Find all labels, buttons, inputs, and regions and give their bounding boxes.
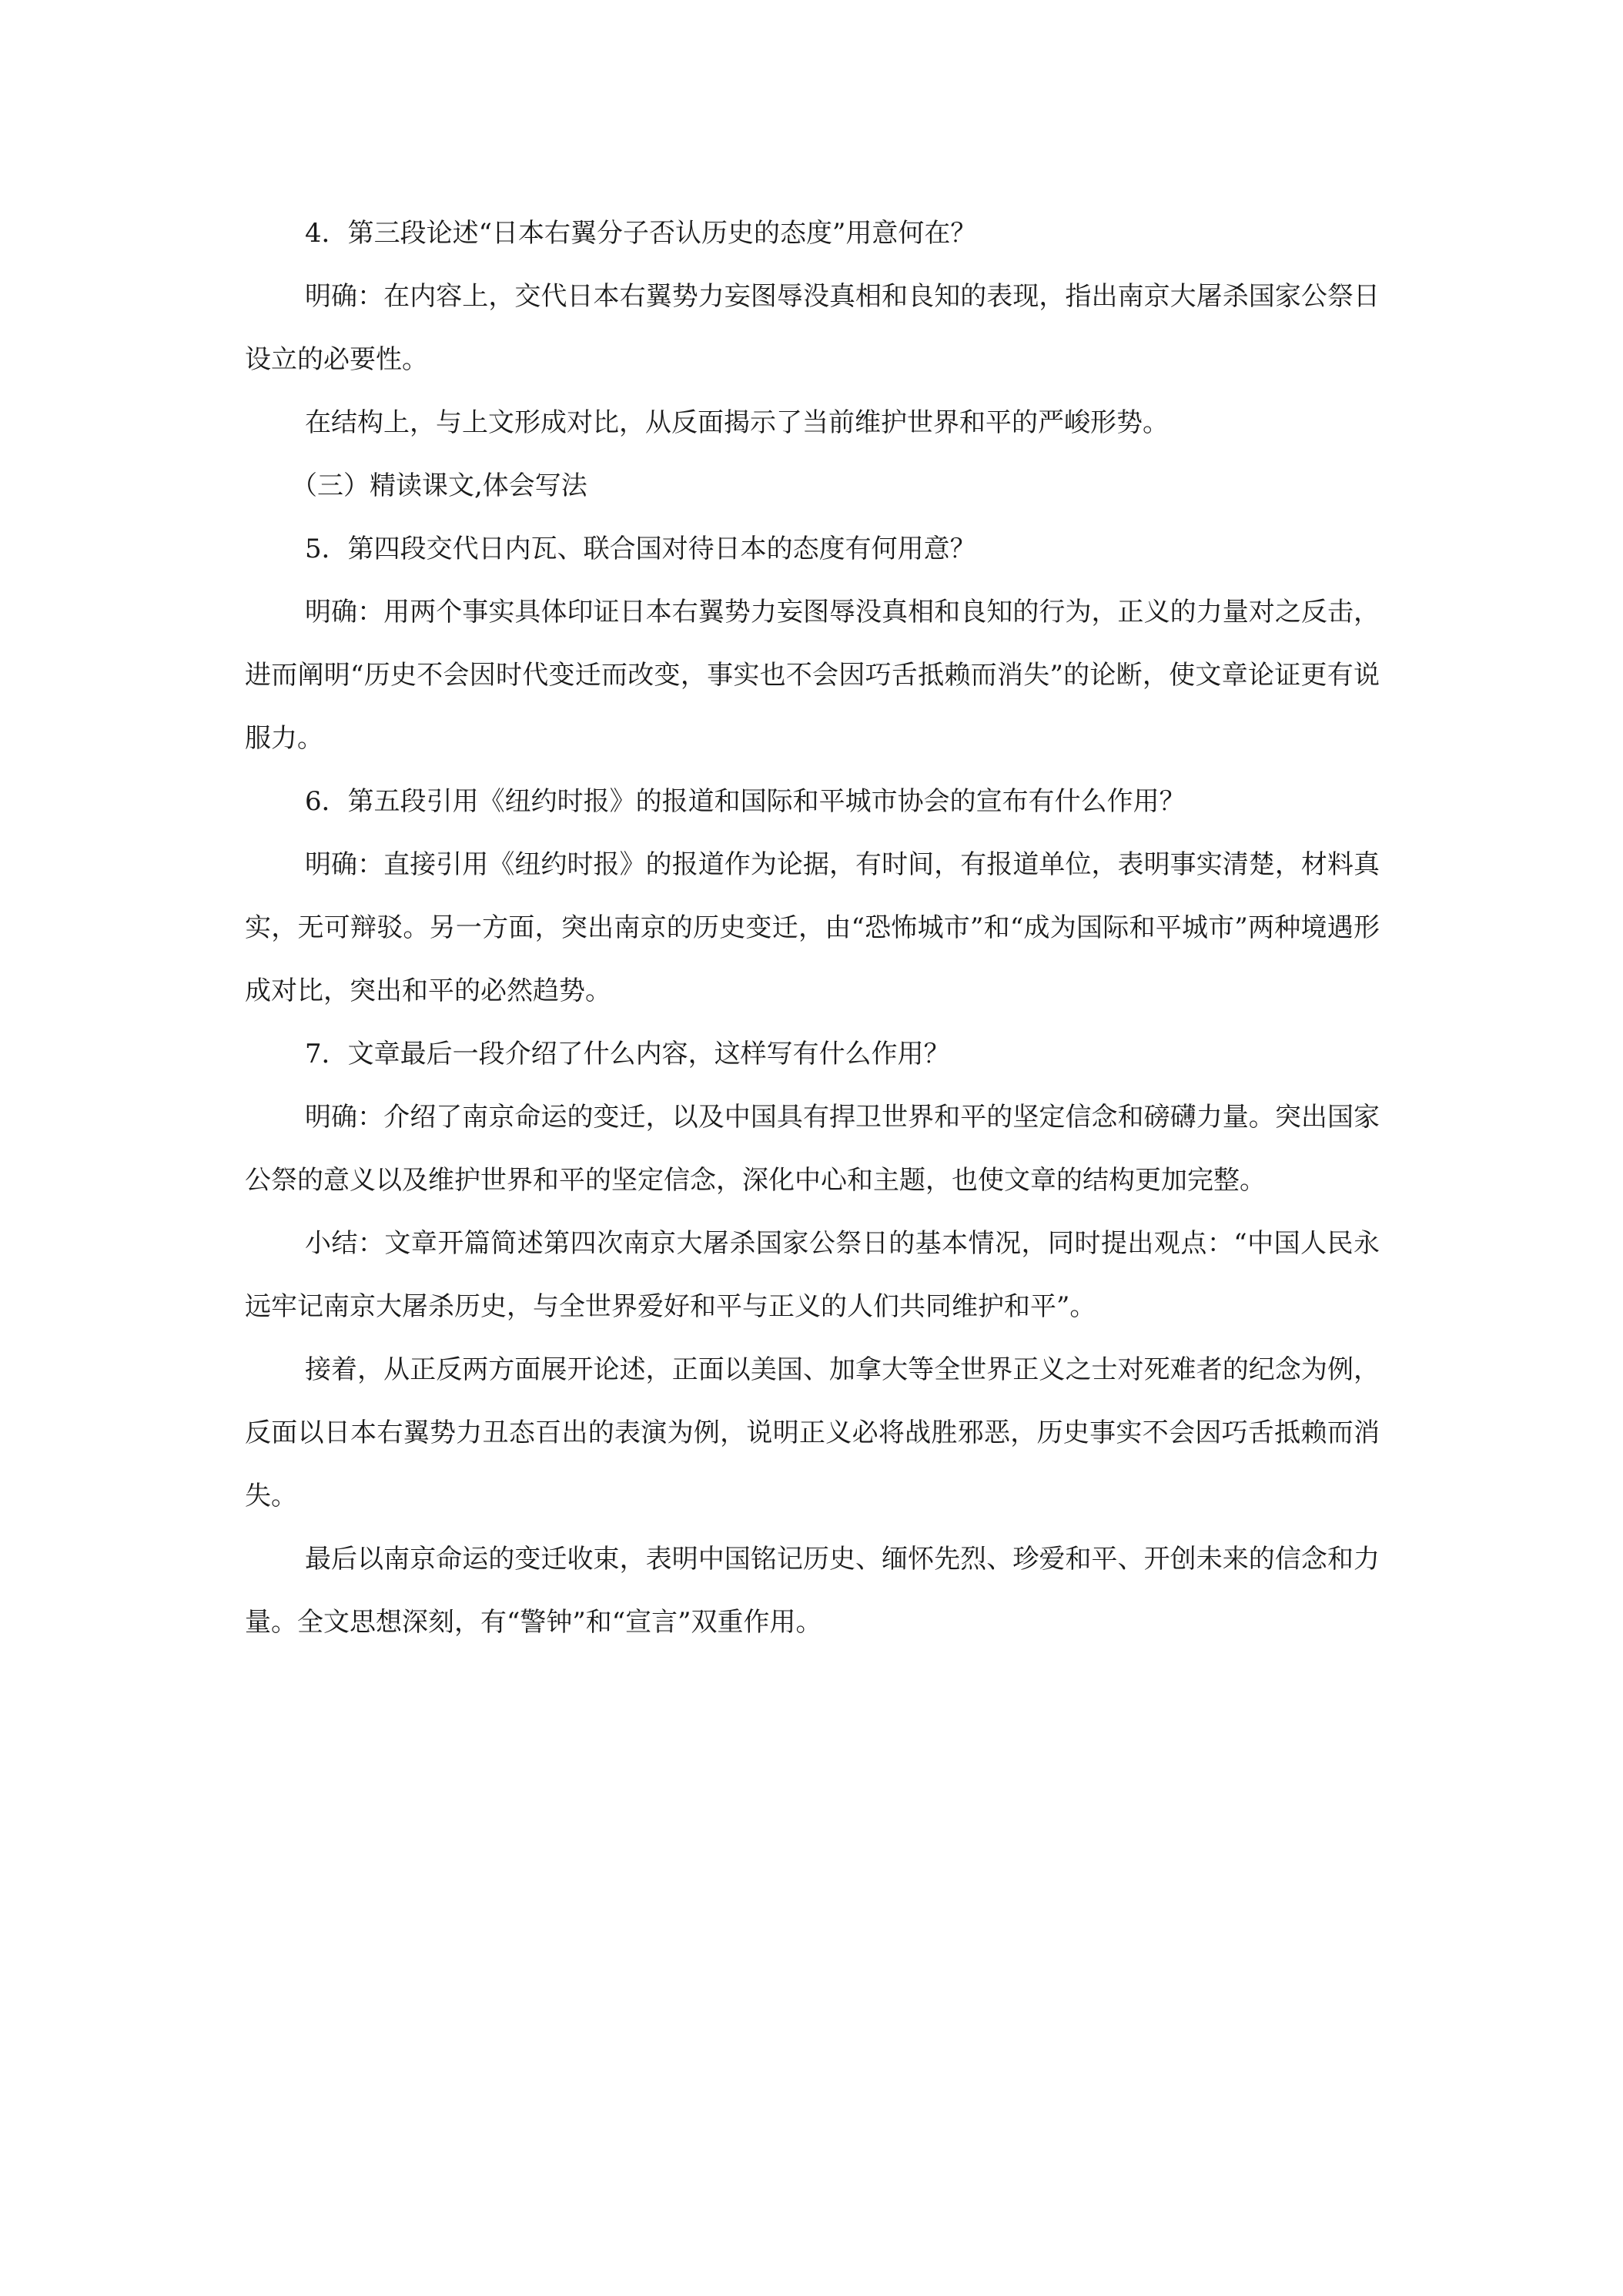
document-body [245,202,1380,1654]
question-6: 6．第五段引用《纽约时报》的报道和国际和平城市协会的宣布有什么作用？ [305,786,1186,817]
question-5: 5．第四段交代日内瓦、联合国对待日本的态度有何用意？ [305,534,976,564]
answer-6: 明确：直接引用《纽约时报》的报道作为论据，有时间，有报道单位，表明事实清楚，材料真实，无可辩驳。另一方面，突出南京的历史变迁，由“恐怖城市”和“成为国际和平城市”两种境遇形成对比，突出和平的必然趋势。 [245,849,1380,1006]
summary-conclusion-paragraph: 最后以南京命运的变迁收束，表明中国铭记历史、缅怀先烈、珍爱和平、开创未来的信念和力量。全文思想深刻，有“警钟”和“宣言”双重作用。 [245,1544,1380,1638]
summary-paragraph: 小结：文章开篇简述第四次南京大屠杀国家公祭日的基本情况，同时提出观点：“中国人民永远牢记南京大屠杀历史，与全世界爱好和平与正义的人们共同维护和平”。 [245,1228,1380,1322]
question-4: 4．第三段论述“日本右翼分子否认历史的态度”用意何在？ [305,218,977,249]
question-7: 7．文章最后一段介绍了什么内容，这样写有什么作用？ [305,1039,950,1069]
answer-7: 明确：介绍了南京命运的变迁，以及中国具有捍卫世界和平的坚定信念和磅礴力量。突出国家公祭的意义以及维护世界和平的坚定信念，深化中心和主题，也使文章的结构更加完整。 [245,1102,1380,1196]
answer-4-structure: 在结构上，与上文形成对比，从反面揭示了当前维护世界和平的严峻形势。 [305,407,1169,438]
summary-argument-paragraph: 接着，从正反两方面展开论述，正面以美国、加拿大等全世界正义之士对死难者的纪念为例，反面以日本右翼势力丑态百出的表演为例，说明正义必将战胜邪恶，历史事实不会因巧舌抵赖而消失。 [245,1354,1380,1511]
answer-5: 明确：用两个事实具体印证日本右翼势力妄图辱没真相和良知的行为，正义的力量对之反击，进而阐明“历史不会因时代变迁而改变，事实也不会因巧舌抵赖而消失”的论断，使文章论证更有说服力。 [245,597,1380,754]
section-heading-3: （三）精读课文,体会写法 [291,470,587,501]
answer-4-content: 明确：在内容上，交代日本右翼势力妄图辱没真相和良知的表现，指出南京大屠杀国家公祭日设立的必要性。 [245,281,1380,375]
